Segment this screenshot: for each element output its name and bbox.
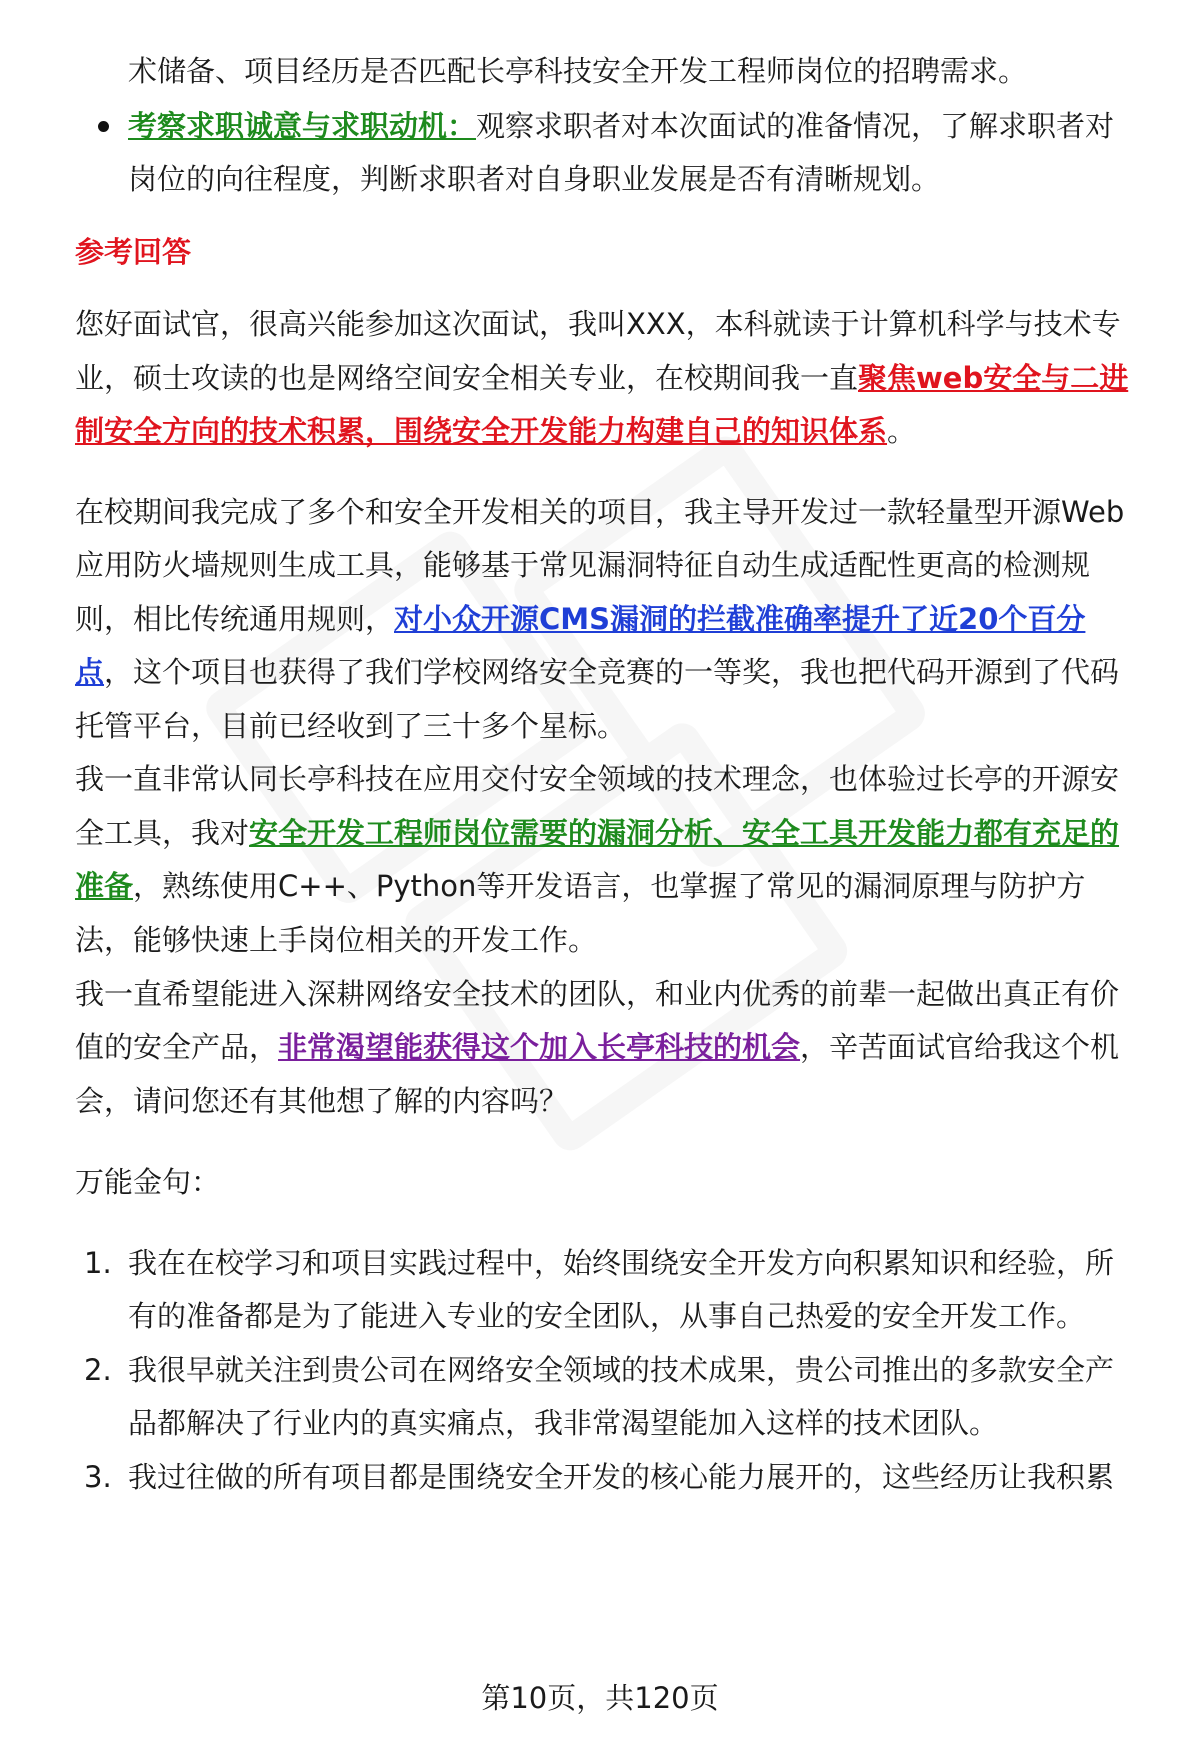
para3-text: 全工具，我对 [75,816,250,850]
para2-text: 则，相比传统通用规则， [75,602,395,636]
para2-line1: 在校期间我完成了多个和安全开发相关的项目，我主导开发过一款轻量型开源Web [75,495,1125,529]
para4-line1: 我一直希望能进入深耕网络安全技术的团队，和业内优秀的前辈一起做出真正有价 [75,977,1120,1011]
para1-line2 [75,362,1160,394]
para1-line3 [75,415,1160,447]
golden-item-2: 我很早就关注到贵公司在网络安全领域的技术成果，贵公司推出的多款安全产 [128,1353,1115,1387]
bullet-text: 观察求职者对本次面试的准备情况，了解求职者对 [476,109,1115,143]
para4-line3: 会，请问您还有其他想了解的内容吗？ [75,1084,569,1118]
bullet-text-cont: 岗位的向往程度，判断求职者对自身职业发展是否有清晰规划。 [128,162,941,196]
para2-line5: 托管平台，目前已经收到了三十多个星标。 [75,709,627,743]
para2-highlight-b: 点 [75,655,105,689]
page-footer: 第10页，共120页 [481,1681,719,1715]
bullet-icon [98,121,109,132]
para1-end: 。 [887,414,917,448]
para3-line1: 我一直非常认同长亭科技在应用交付安全领域的技术理念，也体验过长亭的开源安 [75,762,1120,796]
para3-line2 [75,817,1160,849]
para4-text-b: ，辛苦面试官给我这个机 [800,1030,1120,1064]
list-number: 2. [84,1353,112,1387]
para1-text: 业，硕士攻读的也是网络空间安全相关专业，在校期间我一直 [75,361,859,395]
para4-line2 [75,1031,1160,1063]
bullet-label: 考察求职诚意与求职动机： [128,109,477,143]
golden-item-1-cont: 有的准备都是为了能进入专业的安全团队，从事自己热爱的安全开发工作。 [128,1299,1086,1333]
para1-highlight-b: 制安全方向的技术积累，围绕安全开发能力构建自己的知识体系 [75,414,888,448]
intro-line: 术储备、项目经历是否匹配长亭科技安全开发工程师岗位的招聘需求。 [128,54,1028,88]
golden-item-2-cont: 品都解决了行业内的真实痛点，我非常渴望能加入这样的技术团队。 [128,1406,999,1440]
list-number: 1. [84,1246,112,1280]
list-number: 3. [84,1460,112,1494]
para2-line2: 应用防火墙规则生成工具，能够基于常见漏洞特征自动生成适配性更高的检测规 [75,548,1091,582]
para3-highlight-a: 安全开发工程师岗位需要的漏洞分析、安全工具开发能力都有充足的 [249,816,1120,850]
para4-text: 值的安全产品， [75,1030,279,1064]
para2-highlight-a: 对小众开源CMS漏洞的拦截准确率提升了近20个百分 [394,602,1086,636]
golden-item-1: 我在在校学习和项目实践过程中，始终围绕安全开发方向积累知识和经验，所 [128,1246,1115,1280]
para3-line4: 法，能够快速上手岗位相关的开发工作。 [75,923,598,957]
para2-line3 [75,603,1160,635]
para3-highlight-b: 准备 [75,869,134,903]
golden-item-3: 我过往做的所有项目都是围绕安全开发的核心能力展开的，这些经历让我积累 [128,1460,1115,1494]
para3-text-b: ，熟练使用C++、Python等开发语言，也掌握了常见的漏洞原理与防护方 [133,869,1086,903]
para2-text-b: ，这个项目也获得了我们学校网络安全竞赛的一等奖，我也把代码开源到了代码 [104,655,1120,689]
para4-highlight: 非常渴望能获得这个加入长亭科技的机会 [278,1030,801,1064]
para1-line1: 您好面试官，很高兴能参加这次面试，我叫XXX，本科就读于计算机科学与技术专 [75,307,1121,341]
bullet-item [128,110,1160,142]
para1-highlight-a: 聚焦web安全与二进 [858,361,1129,395]
para2-line4 [75,656,1160,688]
section-title: 参考回答 [75,235,192,269]
golden-title: 万能金句： [75,1165,221,1199]
para3-line3 [75,870,1160,902]
